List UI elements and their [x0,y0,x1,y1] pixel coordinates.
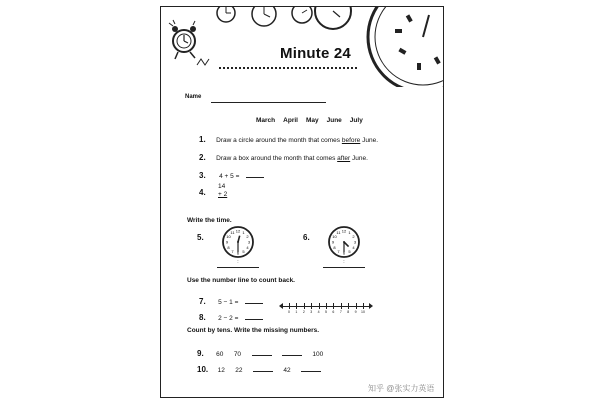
answer-blank[interactable] [246,177,264,178]
number-line-tick [311,303,312,309]
question-number: 2. [199,153,206,162]
tens-section-title: Count by tens. Write the missing numbers. [187,327,320,334]
clock-center [237,241,239,243]
clock-numeral: 9 [331,239,335,245]
left-arrow-icon [279,303,283,309]
time-answer-blank-q6[interactable]: : [323,259,365,268]
number-line-tick [289,303,290,309]
clock-numeral: 4 [246,245,249,250]
answer-blank[interactable] [245,303,263,304]
small-clock-icon [217,7,235,22]
small-clock-icon [292,7,312,23]
month-item: June [326,117,342,124]
clock-numeral: 9 [225,239,229,245]
question-1 [199,129,378,147]
sequence-value: 22 [235,367,243,374]
question-number: 4. [199,188,206,197]
number-line-label: 1 [295,310,298,314]
number-line-label: 0 [288,310,290,314]
question-text: Draw a circle around the month that comes before June. [216,137,379,144]
question-3 [199,165,264,183]
sequence-value: 100 [312,351,324,358]
question-2 [199,147,368,165]
clock-numeral: 11 [336,229,341,235]
number-line-label: 6 [332,310,335,314]
clock-numeral: 5 [242,249,245,255]
clock-numeral: 10 [226,234,231,239]
clock-numeral: 1 [348,229,351,235]
question-number: 5. [197,233,204,242]
question-number: 1. [199,135,206,144]
page-title: Minute 24 [280,45,351,62]
clock-numeral: 12 [235,228,241,234]
question-number: 6. [303,233,310,242]
number-line-label: 9 [354,310,357,314]
months-list [256,117,363,124]
clock-numeral: 8 [333,245,336,250]
number-line [279,303,373,313]
answer-blank[interactable] [301,371,321,372]
month-item: April [283,117,298,124]
clock-numeral: 2 [352,234,355,239]
analog-clock-q5 [221,225,255,259]
number-line-tick [304,303,305,309]
clock-numeral: 10 [332,234,337,239]
large-clock-icon [368,7,444,87]
sequence-value: 70 [233,351,242,358]
answer-blank[interactable] [253,371,273,372]
clock-numeral: 2 [246,234,249,239]
number-line-label: 10 [361,310,365,314]
clock-numeral: 6 [236,250,240,256]
sequence-value: 12 [217,367,225,374]
answer-blank[interactable] [245,319,263,320]
clock-numeral: 6 [342,250,346,256]
clock-numeral: 7 [231,249,234,255]
answer-blank[interactable] [252,355,272,356]
month-item: July [349,117,363,124]
number-line-tick [326,303,327,309]
right-arrow-icon [369,303,373,309]
number-line-label: 8 [347,310,350,314]
time-answer-blank-q5[interactable]: : [217,259,259,268]
clock-numeral: 5 [348,249,351,255]
number-line-label: 5 [325,310,327,314]
title-dotted-rule [219,67,357,69]
question-expression: 4 + 5 = [219,173,240,180]
sequence-value: 60 [216,351,224,358]
number-line-tick [296,303,297,309]
number-line-label: 3 [310,310,313,314]
medium-clock-icon [315,7,351,29]
numberline-section-title: Use the number line to count back. [187,277,295,284]
question-expression: 2 − 2 = [218,315,239,322]
question-8 [199,307,263,325]
month-item: March [256,117,276,124]
time-section-title: Write the time. [187,217,232,224]
number-line-label: 7 [339,310,342,314]
clock-numeral: 11 [230,229,235,235]
vertical-addition: 14 + 2 [218,183,228,198]
clock-numeral: 7 [337,249,340,255]
number-line-label: 2 [302,310,305,314]
number-line-tick [363,303,364,309]
clock-numeral: 8 [227,245,230,250]
clock-numeral: 4 [352,245,355,250]
question-text: Draw a box around the month that comes after June. [216,155,368,162]
number-line-tick [356,303,357,309]
small-clock-icon [252,7,276,26]
alarm-clock-icon [169,20,209,65]
month-item: May [305,117,319,124]
answer-blank[interactable] [282,355,302,356]
number-line-tick [319,303,320,309]
number-line-tick [341,303,342,309]
analog-clock-q6 [327,225,361,259]
question-number: 7. [199,297,206,306]
question-number: 8. [199,313,206,322]
sequence-value: 42 [283,367,291,374]
watermark: 知乎 @张实力英语 [368,384,435,393]
name-label: Name [185,94,202,100]
number-line-tick [348,303,349,309]
question-number: 9. [197,349,204,358]
worksheet-page [160,6,444,398]
clock-numeral: 3 [247,239,251,245]
number-line-tick [333,303,334,309]
question-expression: 5 − 1 = [218,299,239,306]
question-4 [199,182,206,200]
number-line-label: 4 [317,310,320,314]
clock-center [343,241,345,243]
question-10 [197,359,321,377]
name-field[interactable] [211,102,326,103]
question-number: 3. [199,171,206,180]
clock-numeral: 12 [341,228,347,234]
clock-numeral: 3 [353,239,357,245]
question-number: 10. [197,365,209,374]
clock-numeral: 1 [242,229,245,235]
